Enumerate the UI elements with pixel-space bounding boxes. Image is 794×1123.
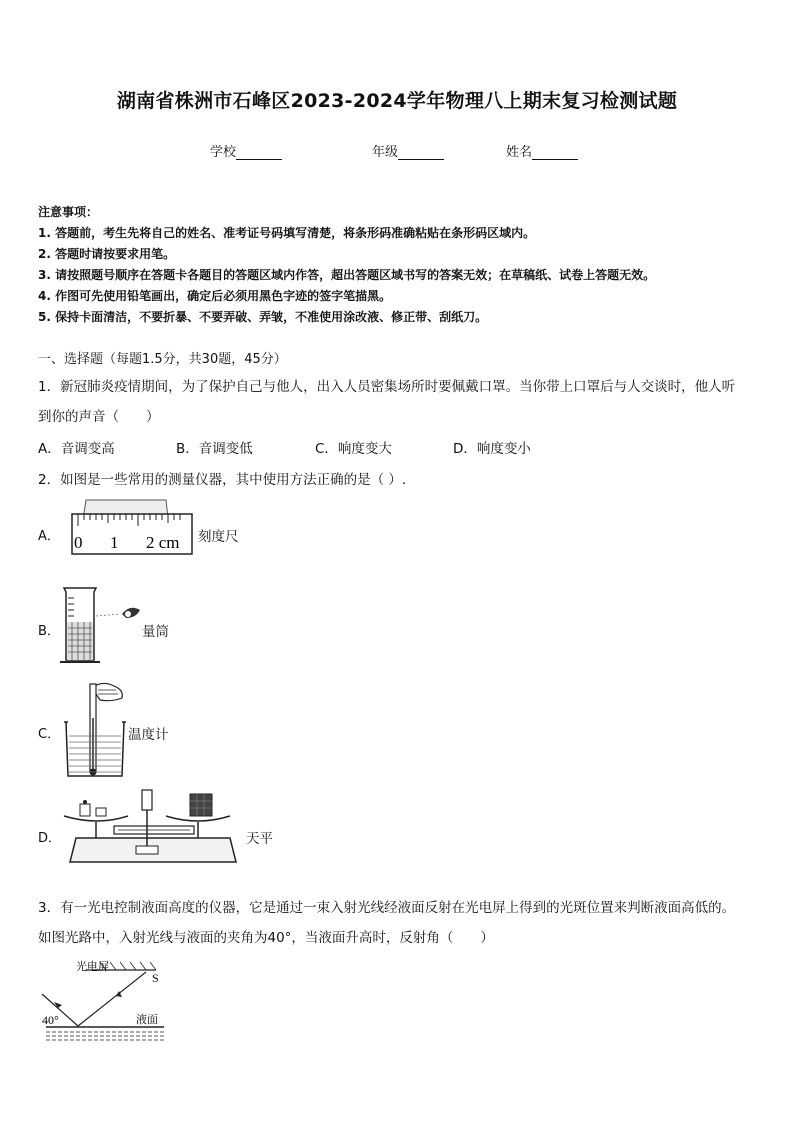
q2-option-d-caption: 天平: [246, 831, 273, 847]
note-item: 3. 请按照题号顺序在答题卡各题目的答题区域内作答，超出答题区域书写的答案无效；在草稿纸、试卷上答题无效。: [38, 268, 656, 282]
notes-heading: 注意事项：: [38, 205, 99, 219]
ruler-mark-0: 0: [74, 533, 83, 552]
school-field: [210, 141, 282, 160]
q1-option-b[interactable]: B．音调变低: [176, 441, 253, 457]
q2-option-b-letter[interactable]: B．: [38, 624, 60, 639]
q2-option-a-caption: 刻度尺: [198, 529, 239, 545]
spot-label: S: [152, 971, 159, 985]
ruler-figure: [68, 496, 196, 560]
q1-option-a[interactable]: A．音调变高: [38, 441, 115, 457]
section-heading: 一、选择题（每题1.5分，共30题，45分）: [38, 352, 287, 367]
grade-field: [372, 141, 444, 160]
note-item: 5. 保持卡面清洁，不要折暴、不要弄破、弄皱，不准使用涂改液、修正带、刮纸刀。: [38, 310, 488, 324]
ruler-mark-2: 2 cm: [146, 533, 180, 552]
balance-figure: [58, 786, 248, 868]
thermometer-figure: [58, 678, 132, 780]
name-field: [506, 141, 578, 160]
name-label: 姓名: [506, 145, 533, 160]
school-label: 学校: [210, 145, 237, 160]
q1-stem-line1: 1．新冠肺炎疫情期间，为了保护自己与他人，出入人员密集场所时要佩戴口罩。当你带上口罩后与人交谈时，他人听: [38, 379, 736, 395]
optics-figure: [36, 958, 172, 1044]
q3-stem-line2: 如图光路中，入射光线与液面的夹角为40°，当液面升高时，反射角（ ）: [38, 930, 494, 946]
surface-label: 液面: [136, 1014, 158, 1026]
note-item: 1. 答题前，考生先将自己的姓名、准考证号码填写清楚，将条形码准确粘贴在条形码区域内。: [38, 226, 536, 240]
q2-option-c-caption: 温度计: [128, 727, 169, 743]
screen-label: 光电屏: [76, 961, 109, 973]
q2-option-a-letter[interactable]: A．: [38, 529, 60, 544]
q2-option-b-caption: 量筒: [142, 624, 169, 640]
q1-option-d[interactable]: D．响度变小: [453, 441, 531, 457]
ruler-mark-1: 1: [110, 533, 119, 552]
angle-label: 40°: [42, 1013, 59, 1027]
grade-label: 年级: [372, 145, 399, 160]
q2-option-c-letter[interactable]: C．: [38, 727, 61, 742]
page-title: 湖南省株洲市石峰区2023-2024学年物理八上期末复习检测试题: [116, 90, 678, 112]
q1-stem-line2: 到你的声音（ ）: [38, 409, 160, 425]
cylinder-figure: [60, 584, 144, 670]
school-blank[interactable]: [236, 147, 282, 160]
grade-blank[interactable]: [398, 147, 444, 160]
note-item: 2. 答题时请按要求用笔。: [38, 247, 176, 261]
q2-stem: 2．如图是一些常用的测量仪器，其中使用方法正确的是（ ）.: [38, 472, 407, 488]
name-blank[interactable]: [532, 147, 578, 160]
note-item: 4. 作图可先使用铅笔画出，确定后必须用黑色字迹的签字笔描黑。: [38, 289, 392, 303]
q3-stem-line1: 3．有一光电控制液面高度的仪器，它是通过一束入射光线经液面反射在光电屏上得到的光斑位置来判断液面高低的。: [38, 900, 736, 916]
q1-option-c[interactable]: C．响度变大: [315, 441, 392, 457]
q2-option-d-letter[interactable]: D．: [38, 831, 62, 846]
